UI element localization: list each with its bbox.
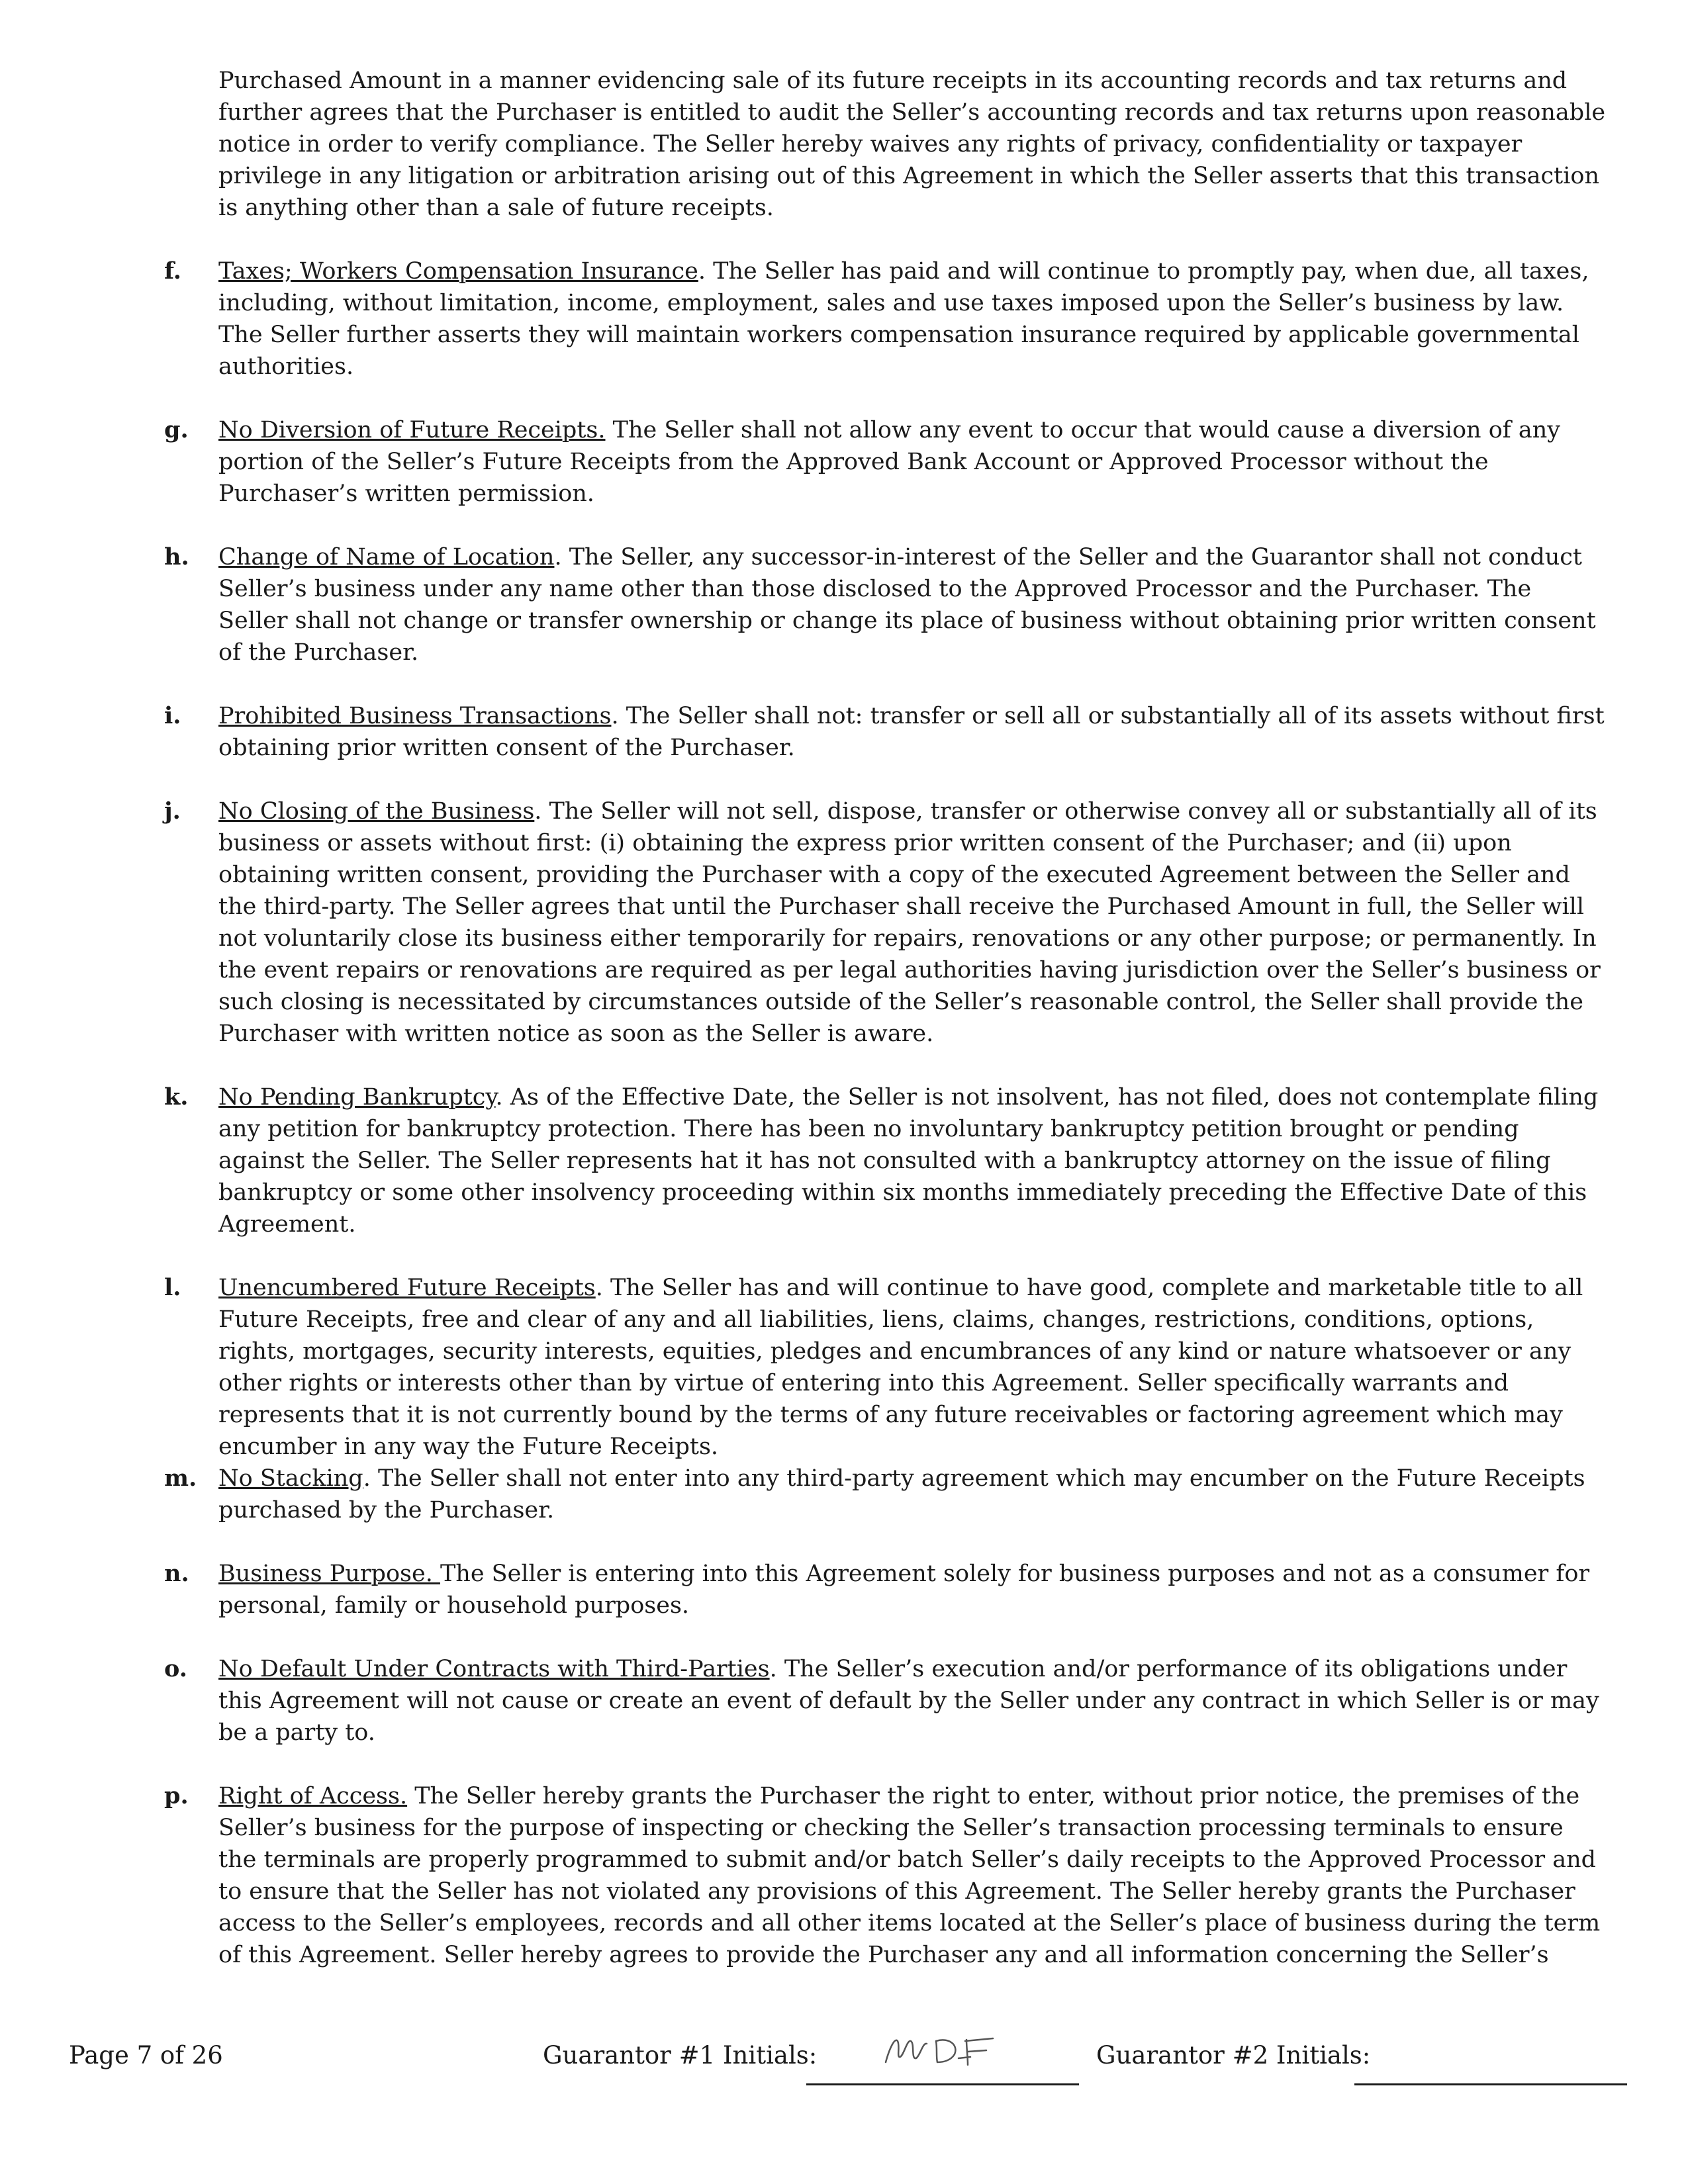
clause-body — [218, 1081, 1607, 1240]
clause-letter: l. — [164, 1274, 181, 1301]
clause-heading: Right of Access. — [218, 1783, 408, 1809]
clause-heading: Change of Name of Location — [218, 544, 555, 570]
clause-letter: f. — [164, 257, 181, 285]
clause-body — [218, 796, 1607, 1050]
clause-text: The Seller is entering into this Agreement solely for business purposes and not as a consumer for personal, family or household purposes. — [218, 1561, 1590, 1619]
clause-text: . The Seller has and will continue to have good, complete and marketable title to all Future Receipts, free and clear of any and all liabilities, liens, claims, changes, restrictions, conditions, options, rights, mortgages, security interests, equities, pledges and encumbrances of any kind or nature whatsoever or any other rights or interests other than by virtue of entering into this Agreement. Seller specifically warrants and represents that it is not currently bound by the terms of any future receivables or factoring agreement which may encumber in any way the Future Receipts. — [218, 1275, 1583, 1460]
page-footer — [0, 2025, 1688, 2105]
clause-letter: k. — [164, 1083, 189, 1111]
clause-body — [218, 1463, 1607, 1526]
clause-body — [218, 414, 1607, 510]
clause-i — [164, 700, 1607, 764]
clause-text: The Seller hereby grants the Purchaser the right to enter, without prior notice, the premises of the Seller’s business for the purpose of inspecting or checking the Seller’s transaction processing terminals to ensure the terminals are properly programmed to submit and/or batch Seller’s daily receipts to the Approved Processor and to ensure that the Seller has not violated any provisions of this Agreement. The Seller hereby grants the Purchaser access to the Seller’s employees, records and all other items located at the Seller’s place of business during the term of this Agreement. Seller hereby agrees to provide the Purchaser any and all information concerning the Seller’s — [218, 1783, 1601, 1968]
clause-text: The Seller shall not allow any event to occur that would cause a diversion of any portion of the Seller’s Future Receipts from the Approved Bank Account or Approved Processor without the Purchaser’s written permission. — [218, 417, 1561, 507]
clause-n — [164, 1558, 1607, 1621]
clause-text: . The Seller has paid and will continue to promptly pay, when due, all taxes, including, without limitation, income, employment, sales and use taxes imposed upon the Seller’s business by law. The Seller further asserts they will maintain workers compensation insurance required by applicable governmental authorities. — [218, 258, 1589, 380]
clause-letter: p. — [164, 1782, 189, 1809]
clause-letter: o. — [164, 1655, 187, 1682]
clause-text: . The Seller shall not enter into any third-party agreement which may encumber on the Future Receipts purchased by the Purchaser. — [218, 1465, 1585, 1524]
clause-j — [164, 796, 1607, 1050]
clause-letter: g. — [164, 416, 189, 443]
clause-heading: Prohibited Business Transactions — [218, 703, 612, 729]
clause-text: . The Seller will not sell, dispose, transfer or otherwise convey all or substantially all of its business or assets without first: (i) obtaining the express prior written consent of the Purchaser; and (ii) upon obtaining written consent, providing the Purchaser with a copy of the executed Agreement between the Seller and the third-party. The Seller agrees that until the Purchaser shall receive the Purchased Amount in full, the Seller will not voluntarily close its business either temporarily for repairs, renovations or any other purpose; or permanently. In the event repairs or renovations are required as per legal authorities having jurisdiction over the Seller’s business or such closing is necessitated by circumstances outside of the Seller’s reasonable control, the Seller shall provide the Purchaser with written notice as soon as the Seller is aware. — [218, 798, 1601, 1047]
clause-letter: n. — [164, 1560, 189, 1587]
clause-body — [218, 1780, 1607, 1971]
clause-m — [164, 1463, 1607, 1526]
clause-body — [218, 1653, 1607, 1749]
guarantor-2-initials-line — [1354, 2083, 1627, 2085]
clause-heading: Business Purpose. — [218, 1561, 440, 1587]
clause-body — [218, 541, 1607, 668]
clause-p — [164, 1780, 1607, 1971]
clause-body — [218, 1558, 1607, 1621]
clause-heading: Taxes; Workers Compensation Insurance — [218, 258, 698, 285]
clause-text: . The Seller’s execution and/or performance of its obligations under this Agreement will not cause or create an event of default by the Seller under any contract in which Seller is or may be a party to. — [218, 1656, 1599, 1746]
clause-h — [164, 541, 1607, 668]
clause-body — [218, 700, 1607, 764]
clause-l — [164, 1272, 1607, 1463]
clause-text: . As of the Effective Date, the Seller is not insolvent, has not filed, does not contemplate filing any petition for bankruptcy protection. There has been no involuntary bankruptcy petition brought or pending against the Seller. The Seller represents hat it has not consulted with a bankruptcy attorney on the issue of filing bankruptcy or some other insolvency proceeding within six months immediately preceding the Effective Date of this Agreement. — [218, 1084, 1599, 1238]
guarantor-2-initials-label: Guarantor #2 Initials: — [1096, 2041, 1371, 2070]
clause-o — [164, 1653, 1607, 1749]
guarantor-1-initials-line — [806, 2083, 1079, 2085]
clause-text: . The Seller, any successor-in-interest of the Seller and the Guarantor shall not conduct Seller’s business under any name other than those disclosed to the Approved Processor and the Purchaser. The Seller shall not change or transfer ownership or change its place of business without obtaining prior written consent of the Purchaser. — [218, 544, 1596, 666]
page-number: Page 7 of 26 — [69, 2041, 223, 2070]
guarantor-1-initials-label: Guarantor #1 Initials: — [543, 2041, 818, 2070]
clause-letter: i. — [164, 702, 181, 729]
clause-heading: No Default Under Contracts with Third-Parties — [218, 1656, 770, 1682]
clause-k — [164, 1081, 1607, 1240]
guarantor-1-initials-signature — [880, 2028, 1013, 2074]
clause-letter: m. — [164, 1465, 197, 1492]
clause-heading: No Pending Bankruptcy — [218, 1084, 496, 1111]
page-content — [164, 65, 1607, 2003]
clause-heading: No Diversion of Future Receipts. — [218, 417, 606, 443]
continued-paragraph: Purchased Amount in a manner evidencing sale of its future receipts in its accounting records and tax returns and further agrees that the Purchaser is entitled to audit the Seller’s accounting records and tax returns upon reasonable notice in order to verify compliance. The Seller hereby waives any rights of privacy, confidentiality or taxpayer privilege in any litigation or arbitration arising out of this Agreement in which the Seller asserts that this transaction is anything other than a sale of future receipts. — [218, 68, 1606, 221]
clause-body — [218, 1272, 1607, 1463]
clause-heading: No Stacking — [218, 1465, 363, 1492]
clause-heading: Unencumbered Future Receipts — [218, 1275, 596, 1301]
clause-letter: h. — [164, 543, 189, 570]
clause-g — [164, 414, 1607, 510]
clause-letter: j. — [164, 797, 181, 825]
clause-text: . The Seller shall not: transfer or sell all or substantially all of its assets without first obtaining prior written consent of the Purchaser. — [218, 703, 1605, 761]
clause-heading: No Closing of the Business — [218, 798, 535, 825]
clause-body — [218, 255, 1607, 383]
clause-f — [164, 255, 1607, 383]
